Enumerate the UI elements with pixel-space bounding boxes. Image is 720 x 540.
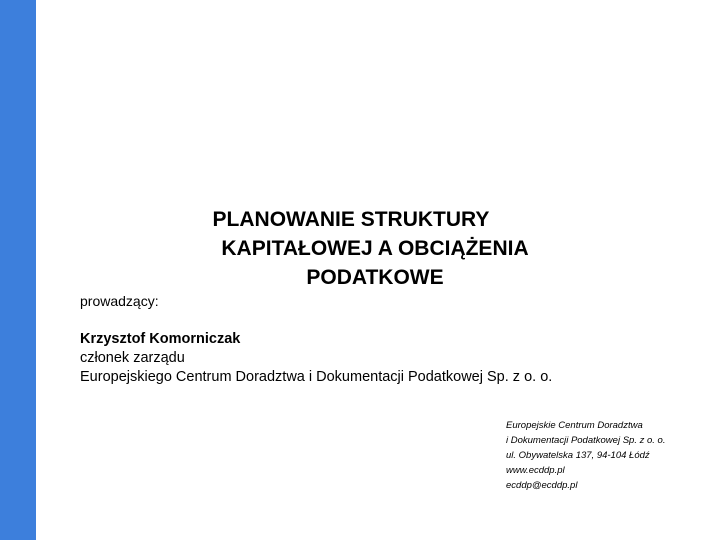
presenter-organization: Europejskiego Centrum Doradztwa i Dokumentacji Podatkowej Sp. z o. o. (80, 369, 553, 385)
company-name-line-1: Europejskie Centrum Doradztwa (506, 420, 643, 431)
presenter-role: członek zarządu (80, 350, 185, 366)
side-accent-bar (0, 0, 36, 540)
company-email: ecddp@ecddp.pl (506, 480, 578, 491)
company-name-line-2: i Dokumentacji Podatkowej Sp. z o. o. (506, 435, 666, 446)
presenter-info (80, 330, 552, 387)
company-contact-block (506, 418, 665, 493)
title-line-2: KAPITAŁOWEJ A OBCIĄŻENIA (221, 237, 529, 260)
slide-title (150, 205, 600, 292)
company-address: ul. Obywatelska 137, 94-104 Łódź (506, 450, 650, 461)
title-line-1: PLANOWANIE STRUKTURY (212, 208, 490, 231)
company-website: www.ecddp.pl (506, 465, 565, 476)
title-line-3: PODATKOWE (306, 266, 444, 289)
presenter-label: prowadzący: (80, 293, 159, 309)
presenter-name: Krzysztof Komorniczak (80, 331, 241, 347)
